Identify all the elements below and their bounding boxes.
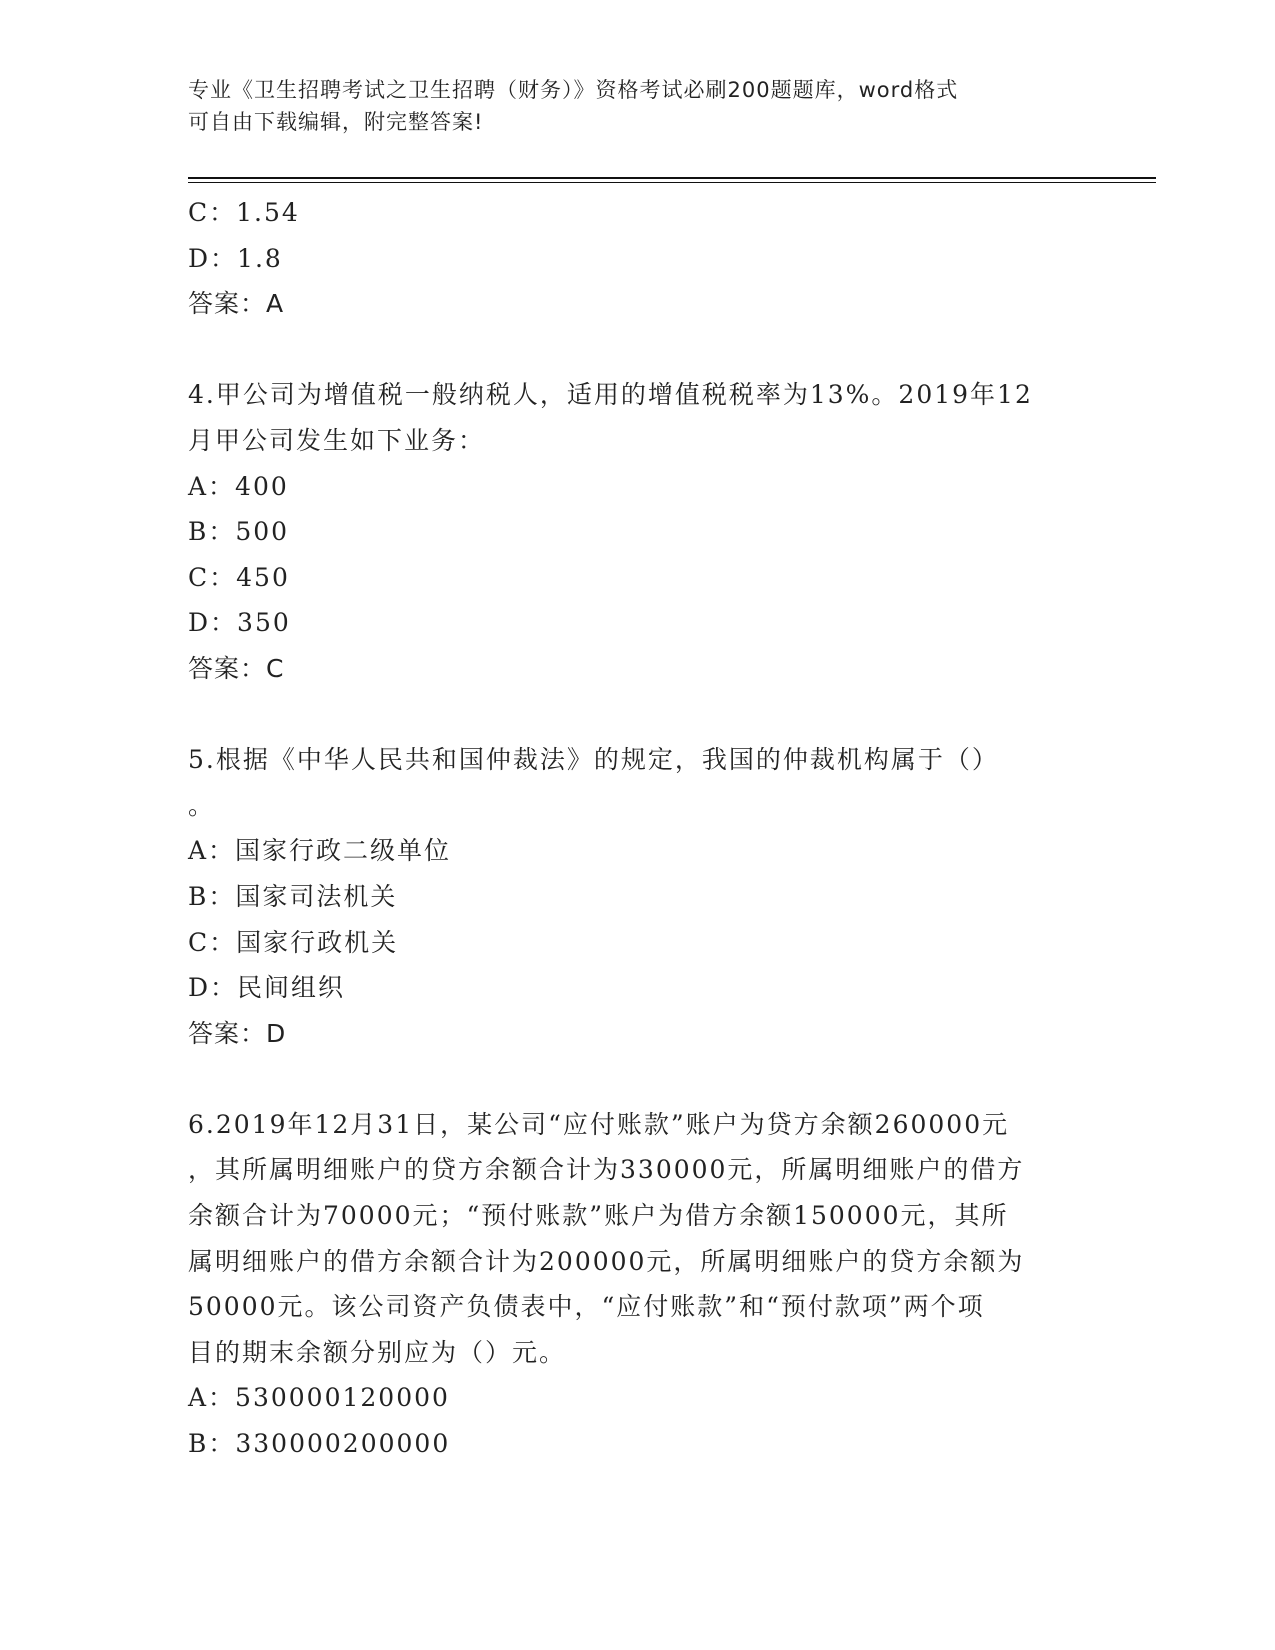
option-b: B：国家司法机关	[188, 881, 398, 911]
answer-line: 答案：D	[188, 1018, 287, 1048]
document-header	[188, 74, 1068, 138]
question-text-line: 余额合计为70000元；“预付账款”账户为借方余额150000元，其所	[188, 1201, 1009, 1231]
option-c: C：1.54	[188, 198, 300, 227]
option-d: D：民间组织	[188, 973, 346, 1003]
question-text-line: 50000元。该公司资产负债表中，“应付账款”和“预付款项”两个项	[188, 1292, 985, 1322]
question-text-line: 5.根据《中华人民共和国仲裁法》的规定，我国的仲裁机构属于（）	[188, 745, 999, 775]
document-body	[188, 190, 1088, 1467]
header-line-2: 可自由下载编辑，附完整答案!	[188, 110, 484, 134]
question-6	[188, 1102, 1088, 1467]
header-line-1: 专业《卫生招聘考试之卫生招聘（财务）》资格考试必刷200题题库，word格式	[188, 78, 959, 102]
option-a: A：530000120000	[188, 1383, 450, 1413]
question-text-line: 6.2019年12月31日，某公司“应付账款”账户为贷方余额260000元	[188, 1109, 1010, 1139]
option-c: C：450	[188, 562, 290, 592]
header-rule-thin	[188, 182, 1156, 183]
question-text-line: 。	[188, 790, 216, 820]
option-b: B：330000200000	[188, 1429, 451, 1459]
option-d: D：350	[188, 608, 291, 638]
option-d: D：1.8	[188, 243, 283, 273]
question-text-line: 4.甲公司为增值税一般纳税人，适用的增值税税率为13%。2019年12	[188, 380, 1033, 410]
option-a: A：国家行政二级单位	[188, 836, 452, 866]
spacer	[188, 1056, 1088, 1102]
spacer	[188, 327, 1088, 373]
header-rule-thick	[188, 177, 1156, 179]
question-text-line: 目的期末余额分别应为（）元。	[188, 1337, 567, 1367]
question-4	[188, 372, 1088, 691]
option-a: A：400	[188, 471, 289, 501]
spacer	[188, 692, 1088, 738]
question-text-line: 月甲公司发生如下业务：	[188, 425, 486, 455]
option-c: C：国家行政机关	[188, 927, 399, 957]
question-text-line: 属明细账户的借方余额合计为200000元，所属明细账户的贷方余额为	[188, 1246, 1025, 1276]
answer-line: 答案：A	[188, 289, 285, 319]
answer-line: 答案：C	[188, 653, 285, 683]
question-text-line: ，其所属明细账户的贷方余额合计为330000元，所属明细账户的借方	[188, 1155, 1025, 1185]
option-b: B：500	[188, 517, 290, 547]
question-3-tail	[188, 190, 1088, 327]
question-5	[188, 737, 1088, 1056]
